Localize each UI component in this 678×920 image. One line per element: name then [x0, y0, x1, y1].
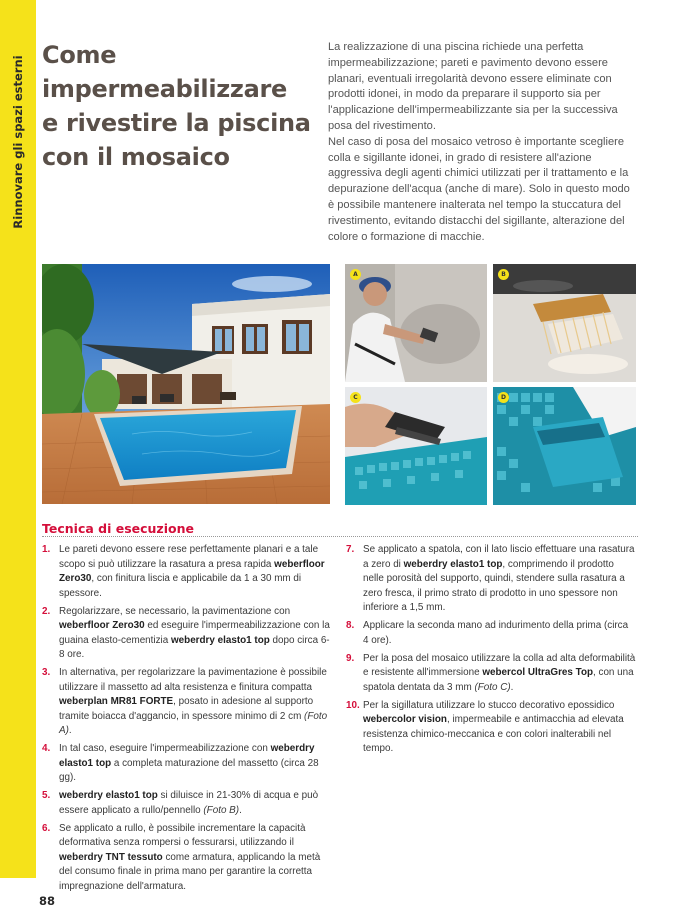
page-title — [42, 38, 311, 174]
step-item — [346, 652, 636, 696]
step-text — [363, 544, 635, 613]
step-text-run: . — [68, 725, 72, 737]
step-number: 9. — [346, 652, 355, 664]
intro-paragraph: La realizzazione di una piscina richiede una perfetta impermeabilizzazione; pareti e pavimento devono essere planari, eventuali irregolarità devono essere eliminate con prodotti idonei, in modo da preparare il supporto sia per l'applicazione dell'impermeabilizzante sia per la successiva posa del rivestimento. — [328, 41, 618, 132]
step-text-run: si diluisce in 21-30% di acqua e può essere applicato a rullo/pennello — [59, 790, 319, 816]
photo-a — [345, 264, 487, 382]
product-name: webercolor vision — [363, 714, 447, 726]
step-text-run: come armatura, applicando la metà del consumo finale in prima mano per garantire la corretta impregnazione dell'armatura. — [59, 851, 321, 892]
steps-list-left — [42, 543, 332, 898]
product-name: weberfloor Zero30 — [59, 558, 325, 584]
step-text — [59, 743, 319, 783]
section-title: Tecnica di esecuzione — [42, 521, 194, 536]
step-text-run: Regolarizzare, se necessario, la pavimentazione con — [59, 605, 291, 617]
step-text-run: Se applicato a rullo, è possibile incrementare la capacità deformativa senza rompersi o fessurarsi, utilizzando il — [59, 822, 306, 849]
step-item — [42, 605, 332, 663]
product-name: weberfloor Zero30 — [59, 620, 145, 632]
page-title-line: Come — [42, 41, 117, 69]
step-text-run: , comprimendo il prodotto nelle porosità del supporto, quindi, stendere sulla rasatura a zero fresca, il primo strato di prodotto in uno spessore non inferiore a 1,5 mm. — [363, 558, 625, 613]
page-title-line: e rivestire la piscina — [42, 109, 311, 137]
step-text-run: , posato in adesione al supporto tramite boiacca d'aggancio, in spessore minimo di 2 cm — [59, 696, 314, 722]
section-divider — [42, 536, 638, 537]
product-name: weberdry elasto1 top — [403, 558, 503, 570]
step-text-run: , impermeabile e antimacchia ad elevata resistenza chimico-meccanica e con colori inalterabili nel tempo. — [363, 714, 624, 755]
step-number: 2. — [42, 605, 51, 617]
section-side-label-text: Rinnovare gli spazi esterni — [11, 55, 25, 229]
photo-b-badge: B — [498, 269, 509, 280]
pool-photo — [42, 264, 330, 504]
product-name: weberplan MR81 FORTE — [59, 696, 174, 708]
step-item — [42, 666, 332, 739]
step-text — [59, 606, 330, 661]
step-text-run: In alternativa, per regolarizzare la pavimentazione è possibile utilizzare il massetto ad alta resistenza e finitura compatta — [59, 667, 327, 693]
page-number: 88 — [39, 894, 56, 908]
photo-reference: (Foto C) — [474, 681, 511, 693]
step-text-run: Applicare la seconda mano ad indurimento della prima (circa 4 ore). — [363, 620, 629, 646]
photo-reference: (Foto B) — [203, 804, 240, 816]
step-number: 5. — [42, 790, 51, 802]
intro-text — [328, 40, 638, 245]
step-item — [346, 543, 636, 616]
step-text-run: Se applicato a spatola, con il lato liscio effettuare una rasatura a zero di — [363, 544, 635, 570]
steps-list-right — [346, 543, 636, 760]
product-name: weberdry elasto1 top — [170, 634, 270, 646]
step-number: 3. — [42, 667, 51, 679]
photo-c-badge: C — [350, 392, 361, 403]
step-item — [42, 789, 332, 818]
step-text — [59, 667, 327, 736]
step-text-run: Per la posa del mosaico utilizzare la colla ad alta deformabilità e resistente all'immersione — [363, 652, 636, 679]
step-item — [42, 742, 332, 786]
step-item — [42, 543, 332, 601]
product-name: weberdry elasto1 top — [59, 790, 158, 802]
photo-b — [493, 264, 636, 382]
step-number: 6. — [42, 822, 51, 834]
step-text-run: In tal caso, eseguire l'impermeabilizzazione con — [59, 743, 271, 755]
page-title-line: con il mosaico — [42, 143, 230, 171]
section-side-label — [0, 42, 36, 242]
step-text — [59, 823, 320, 892]
product-name: weberdry TNT tessuto — [59, 851, 163, 863]
photo-c — [345, 387, 487, 505]
step-text-run: , con una spatola dentata da 3 mm — [363, 667, 634, 693]
step-text-run: ed eseguire l'impermeabilizzazione con la guaina elasto-cementizia — [59, 620, 330, 646]
step-text — [59, 544, 325, 599]
photo-d-badge: D — [498, 392, 509, 403]
step-number: 8. — [346, 620, 355, 632]
step-text-run: dopo circa 6-8 ore. — [59, 634, 330, 661]
step-text — [363, 700, 624, 755]
step-text-run: Per la sigillatura utilizzare lo stucco decorativo epossidico — [363, 699, 615, 711]
step-text-run: , con finitura liscia e applicabile da 1 a 30 mm di spessore. — [59, 573, 302, 599]
photo-d — [493, 387, 636, 505]
step-text-run: . — [510, 681, 514, 693]
step-number: 4. — [42, 743, 51, 755]
step-number: 10. — [346, 699, 360, 711]
intro-paragraph: Nel caso di posa del mosaico vetroso è importante scegliere colla e sigillante idonei, in grado di resistere all'azione aggressiva degli agenti chimici utilizzati per il trattamento e la depurazione dell'acqua (anche di mare). Solo in questo modo è possibile mantenere inalterata nel tempo la stuccatura del rivestimento, evitando distacchi del sigillante, alterazione del colore o formazione di macchie. — [328, 135, 630, 243]
product-name: weberdry elasto1 top — [59, 743, 315, 769]
step-item — [42, 822, 332, 895]
product-name: webercol UltraGres Top — [482, 667, 594, 679]
step-text-run: Le pareti devono essere rese perfettamente planari e a tale scopo si può utilizzare la rasatura a presa rapida — [59, 544, 319, 570]
photo-reference: (Foto A) — [59, 710, 328, 737]
step-number: 7. — [346, 544, 355, 555]
step-number: 1. — [42, 544, 51, 555]
step-text — [363, 620, 628, 646]
step-item — [346, 699, 636, 757]
step-text-run: . — [239, 804, 242, 816]
step-text — [59, 790, 318, 816]
page-title-line: impermeabilizzare — [42, 75, 288, 103]
step-text — [363, 653, 635, 693]
step-item — [346, 619, 636, 648]
step-text-run: a completa maturazione del massetto (circa 28 gg). — [59, 757, 319, 784]
photo-a-badge: A — [350, 269, 361, 280]
